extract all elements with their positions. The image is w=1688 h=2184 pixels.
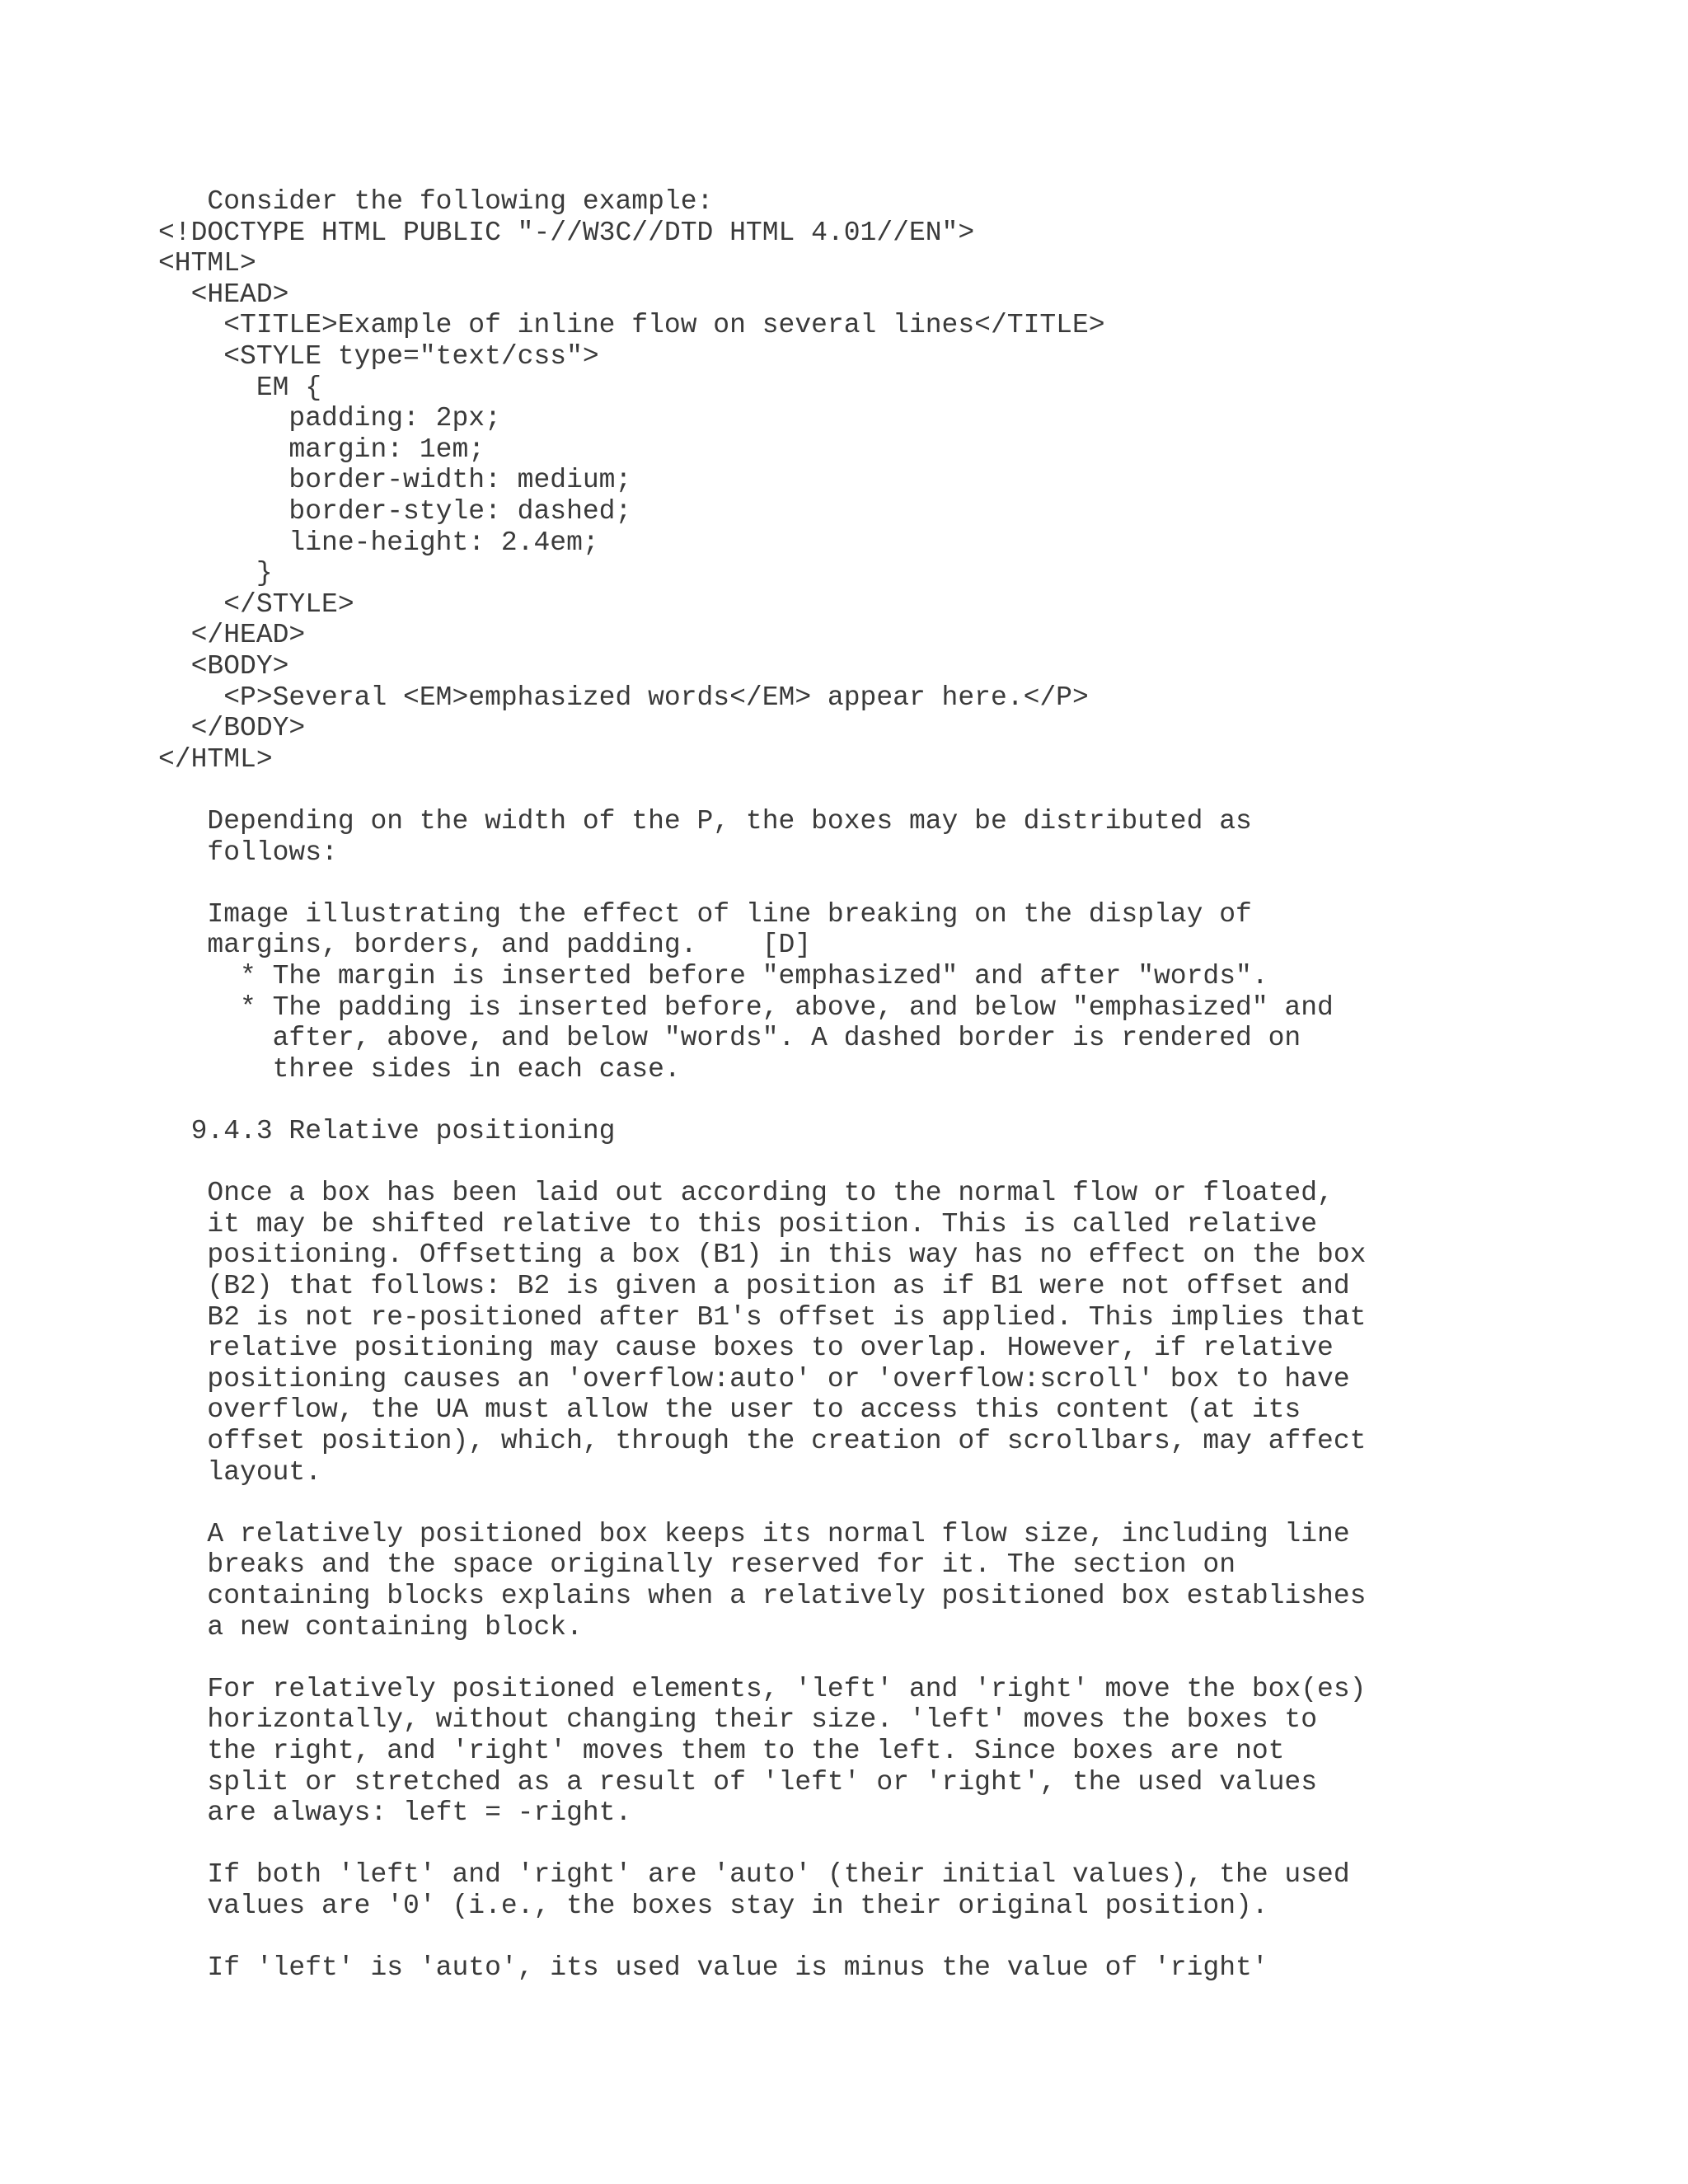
text-line: Image illustrating the effect of line breaking on the display of bbox=[158, 898, 1252, 930]
text-line: border-style: dashed; bbox=[158, 496, 632, 527]
text-line: margins, borders, and padding. [D] bbox=[158, 930, 812, 961]
text-line: Consider the following example: bbox=[158, 186, 714, 217]
text-line: positioning. Offsetting a box (B1) in this way has no effect on the box bbox=[158, 1240, 1367, 1271]
text-line: breaks and the space originally reserved for it. The section on bbox=[158, 1549, 1236, 1581]
text-line: margin: 1em; bbox=[158, 434, 485, 465]
text-line: layout. bbox=[158, 1456, 322, 1488]
text-line: If both 'left' and 'right' are 'auto' (their initial values), the used bbox=[158, 1859, 1350, 1891]
text-line: padding: 2px; bbox=[158, 403, 501, 434]
text-line: </HTML> bbox=[158, 743, 273, 775]
text-line: If 'left' is 'auto', its used value is minus the value of 'right' bbox=[158, 1952, 1268, 1984]
text-line: it may be shifted relative to this position. This is called relative bbox=[158, 1208, 1318, 1240]
text-line: are always: left = -right. bbox=[158, 1797, 632, 1829]
text-line: For relatively positioned elements, 'left' and 'right' move the box(es) bbox=[158, 1673, 1367, 1704]
text-line: values are '0' (i.e., the boxes stay in their original position). bbox=[158, 1891, 1268, 1921]
text-line: <!DOCTYPE HTML PUBLIC "-//W3C//DTD HTML 4.01//EN"> bbox=[158, 217, 975, 248]
text-line: Depending on the width of the P, the boxes may be distributed as bbox=[158, 806, 1252, 837]
text-line: <BODY> bbox=[158, 651, 289, 682]
text-line: </STYLE> bbox=[158, 588, 354, 620]
text-line: after, above, and below "words". A dashed border is rendered on bbox=[158, 1023, 1301, 1054]
text-line: </HEAD> bbox=[158, 620, 306, 651]
text-line: </BODY> bbox=[158, 713, 306, 744]
text-line: horizontally, without changing their size. 'left' moves the boxes to bbox=[158, 1704, 1318, 1736]
text-line: three sides in each case. bbox=[158, 1053, 681, 1085]
text-line: the right, and 'right' moves them to the left. Since boxes are not bbox=[158, 1736, 1285, 1766]
text-line: 9.4.3 Relative positioning bbox=[158, 1116, 616, 1146]
text-line: offset position), which, through the creation of scrollbars, may affect bbox=[158, 1426, 1367, 1456]
text-line: * The padding is inserted before, above, and below "emphasized" and bbox=[158, 991, 1334, 1023]
text-line: line-height: 2.4em; bbox=[158, 527, 599, 558]
text-line: <P>Several <EM>emphasized words</EM> appear here.</P> bbox=[158, 682, 1089, 713]
text-line: split or stretched as a result of 'left' or 'right', the used values bbox=[158, 1766, 1318, 1797]
text-line: B2 is not re-positioned after B1's offset is applied. This implies that bbox=[158, 1301, 1367, 1333]
text-line: a new containing block. bbox=[158, 1611, 583, 1643]
text-line: <HEAD> bbox=[158, 279, 289, 310]
text-line: follows: bbox=[158, 837, 338, 868]
text-line: relative positioning may cause boxes to overlap. However, if relative bbox=[158, 1333, 1334, 1364]
text-line: containing blocks explains when a relatively positioned box establishes bbox=[158, 1581, 1367, 1611]
text-line: * The margin is inserted before "emphasized" and after "words". bbox=[158, 961, 1268, 991]
text-line: A relatively positioned box keeps its normal flow size, including line bbox=[158, 1518, 1350, 1549]
text-line: border-width: medium; bbox=[158, 465, 632, 496]
text-line: <HTML> bbox=[158, 248, 256, 279]
text-line: <STYLE type="text/css"> bbox=[158, 341, 599, 372]
text-line: Once a box has been laid out according to the normal flow or floated, bbox=[158, 1178, 1334, 1209]
text-line: } bbox=[158, 558, 273, 589]
text-line: overflow, the UA must allow the user to access this content (at its bbox=[158, 1394, 1301, 1426]
text-line: positioning causes an 'overflow:auto' or 'overflow:scroll' box to have bbox=[158, 1363, 1350, 1394]
text-line: EM { bbox=[158, 372, 322, 403]
text-line: <TITLE>Example of inline flow on several lines</TITLE> bbox=[158, 310, 1105, 341]
text-line: (B2) that follows: B2 is given a position as if B1 were not offset and bbox=[158, 1271, 1350, 1301]
